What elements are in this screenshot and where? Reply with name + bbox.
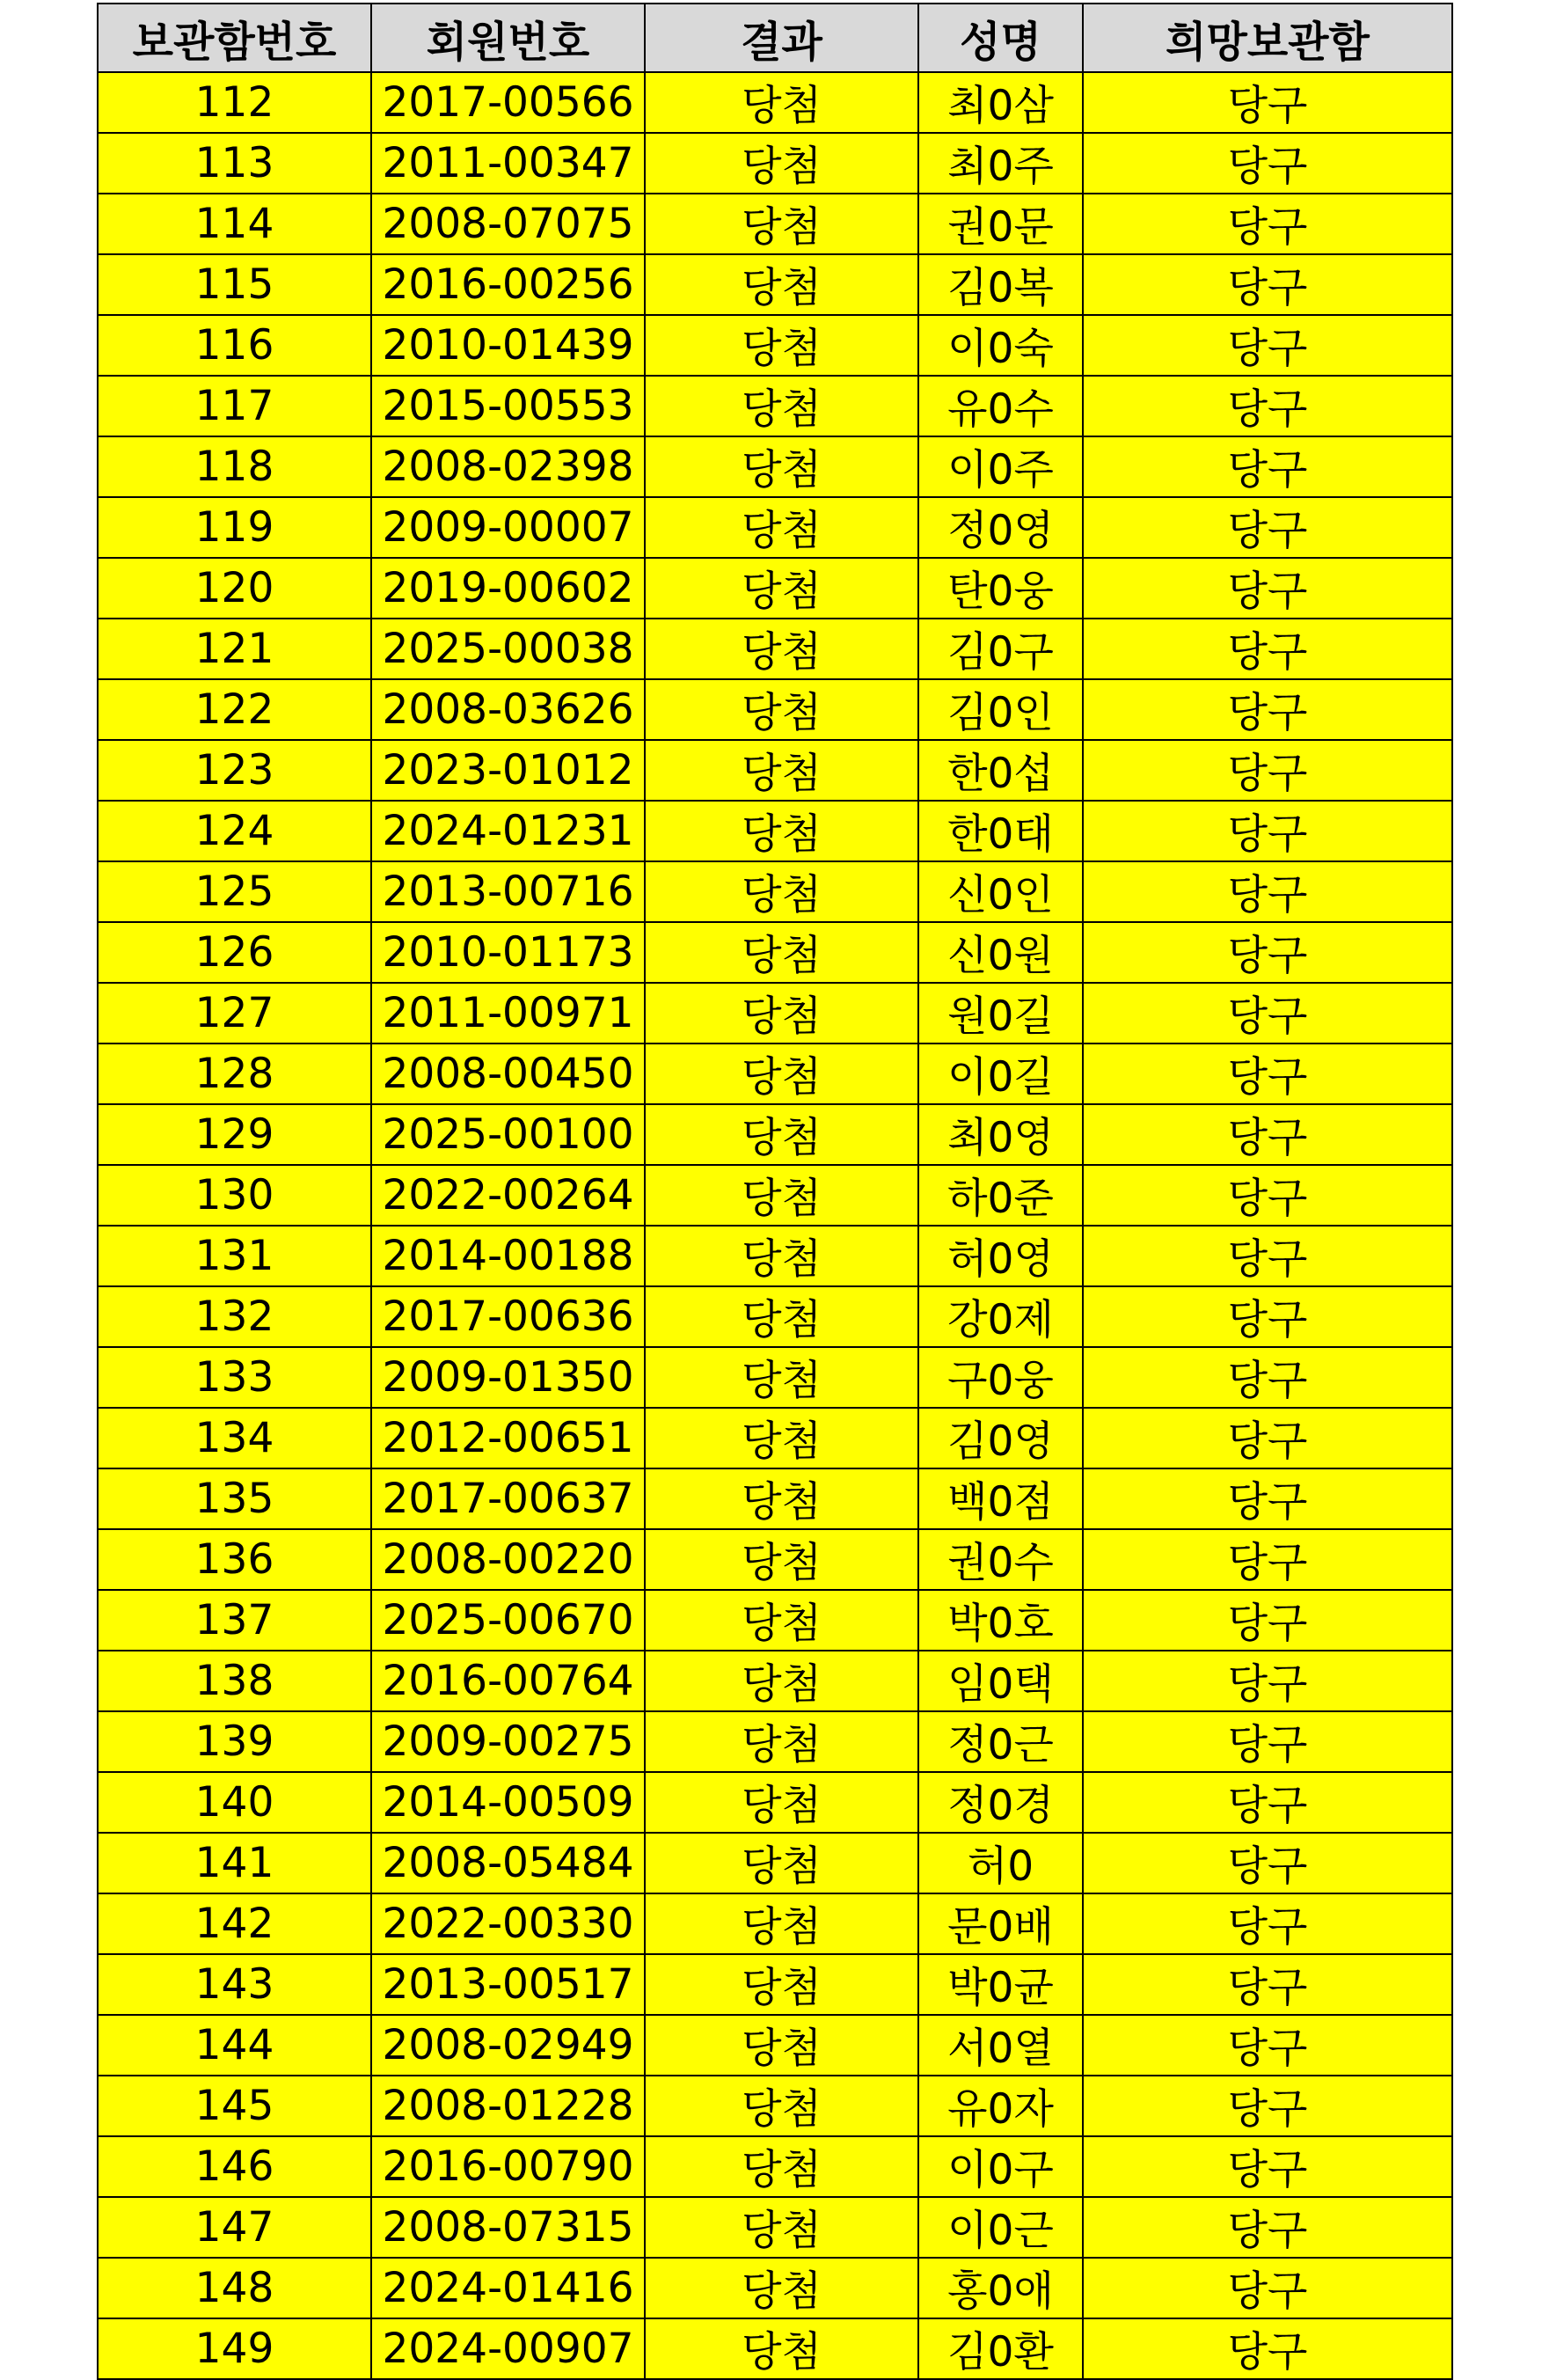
table-row: [98, 2258, 1452, 2318]
member-number-cell: 2016-00790: [371, 2136, 645, 2197]
result-cell: 당첨: [645, 1772, 918, 1833]
desired-locker-cell: 당구: [1083, 497, 1452, 558]
locker-number-cell: 117: [98, 376, 371, 436]
table-row: [98, 376, 1452, 436]
name-cell: 권0수: [918, 1529, 1083, 1590]
name-cell: 최0삼: [918, 72, 1083, 133]
member-number-cell: 2008-07315: [371, 2197, 645, 2258]
result-cell: 당첨: [645, 2136, 918, 2197]
table-row: [98, 194, 1452, 254]
member-number-cell: 2017-00566: [371, 72, 645, 133]
name-cell: 허0: [918, 1833, 1083, 1893]
name-cell: 김0영: [918, 1408, 1083, 1468]
name-cell: 백0점: [918, 1468, 1083, 1529]
name-cell: 김0복: [918, 254, 1083, 315]
locker-number-cell: 124: [98, 801, 371, 861]
member-number-cell: 2008-01228: [371, 2076, 645, 2136]
result-cell: 당첨: [645, 861, 918, 922]
locker-number-cell: 122: [98, 679, 371, 740]
result-cell: 당첨: [645, 194, 918, 254]
locker-number-cell: 112: [98, 72, 371, 133]
desired-locker-cell: 당구: [1083, 1529, 1452, 1590]
member-number-cell: 2023-01012: [371, 740, 645, 801]
name-cell: 탄0웅: [918, 558, 1083, 619]
locker-number-cell: 129: [98, 1104, 371, 1165]
locker-number-cell: 113: [98, 133, 371, 194]
member-number-cell: 2008-02949: [371, 2015, 645, 2076]
desired-locker-cell: 당구: [1083, 1226, 1452, 1286]
result-cell: 당첨: [645, 2318, 918, 2379]
member-number-cell: 2009-00275: [371, 1711, 645, 1772]
member-number-cell: 2008-02398: [371, 436, 645, 497]
locker-number-cell: 140: [98, 1772, 371, 1833]
table-row: [98, 801, 1452, 861]
locker-number-cell: 136: [98, 1529, 371, 1590]
locker-number-cell: 148: [98, 2258, 371, 2318]
member-number-cell: 2024-00907: [371, 2318, 645, 2379]
result-cell: 당첨: [645, 133, 918, 194]
desired-locker-cell: 당구: [1083, 1104, 1452, 1165]
locker-lottery-table: [97, 3, 1453, 2380]
name-cell: 서0열: [918, 2015, 1083, 2076]
header-desired-locker: 희망보관함: [1083, 4, 1452, 72]
table-row: [98, 740, 1452, 801]
member-number-cell: 2016-00764: [371, 1651, 645, 1711]
result-cell: 당첨: [645, 1044, 918, 1104]
desired-locker-cell: 당구: [1083, 1651, 1452, 1711]
desired-locker-cell: 당구: [1083, 679, 1452, 740]
desired-locker-cell: 당구: [1083, 558, 1452, 619]
result-cell: 당첨: [645, 1408, 918, 1468]
table-row: [98, 1590, 1452, 1651]
table-row: [98, 1893, 1452, 1954]
result-cell: 당첨: [645, 1468, 918, 1529]
table-row: [98, 1651, 1452, 1711]
desired-locker-cell: 당구: [1083, 194, 1452, 254]
member-number-cell: 2013-00716: [371, 861, 645, 922]
locker-number-cell: 121: [98, 619, 371, 679]
desired-locker-cell: 당구: [1083, 1468, 1452, 1529]
result-cell: 당첨: [645, 315, 918, 376]
name-cell: 김0구: [918, 619, 1083, 679]
table-row: [98, 2015, 1452, 2076]
result-cell: 당첨: [645, 801, 918, 861]
locker-number-cell: 130: [98, 1165, 371, 1226]
desired-locker-cell: 당구: [1083, 254, 1452, 315]
table-row: [98, 1529, 1452, 1590]
result-cell: 당첨: [645, 1711, 918, 1772]
desired-locker-cell: 당구: [1083, 2258, 1452, 2318]
locker-number-cell: 123: [98, 740, 371, 801]
table-row: [98, 1104, 1452, 1165]
name-cell: 허0영: [918, 1226, 1083, 1286]
name-cell: 홍0애: [918, 2258, 1083, 2318]
table-row: [98, 1408, 1452, 1468]
result-cell: 당첨: [645, 1226, 918, 1286]
table-row: [98, 1226, 1452, 1286]
locker-number-cell: 137: [98, 1590, 371, 1651]
name-cell: 박0균: [918, 1954, 1083, 2015]
member-number-cell: 2024-01416: [371, 2258, 645, 2318]
locker-number-cell: 127: [98, 983, 371, 1044]
member-number-cell: 2019-00602: [371, 558, 645, 619]
name-cell: 김0인: [918, 679, 1083, 740]
table-row: [98, 558, 1452, 619]
name-cell: 이0근: [918, 2197, 1083, 2258]
table-row: [98, 1044, 1452, 1104]
member-number-cell: 2014-00509: [371, 1772, 645, 1833]
desired-locker-cell: 당구: [1083, 1347, 1452, 1408]
locker-number-cell: 139: [98, 1711, 371, 1772]
locker-number-cell: 138: [98, 1651, 371, 1711]
name-cell: 이0구: [918, 2136, 1083, 2197]
header-name: 성명: [918, 4, 1083, 72]
result-cell: 당첨: [645, 922, 918, 983]
table-row: [98, 1711, 1452, 1772]
name-cell: 유0자: [918, 2076, 1083, 2136]
table-body: [98, 72, 1452, 2379]
desired-locker-cell: 당구: [1083, 436, 1452, 497]
result-cell: 당첨: [645, 1651, 918, 1711]
locker-number-cell: 132: [98, 1286, 371, 1347]
desired-locker-cell: 당구: [1083, 2015, 1452, 2076]
name-cell: 정0경: [918, 1772, 1083, 1833]
locker-number-cell: 144: [98, 2015, 371, 2076]
name-cell: 정0근: [918, 1711, 1083, 1772]
table-row: [98, 983, 1452, 1044]
header-member-number: 회원번호: [371, 4, 645, 72]
member-number-cell: 2010-01439: [371, 315, 645, 376]
locker-number-cell: 149: [98, 2318, 371, 2379]
result-cell: 당첨: [645, 1833, 918, 1893]
result-cell: 당첨: [645, 1347, 918, 1408]
locker-number-cell: 135: [98, 1468, 371, 1529]
locker-number-cell: 125: [98, 861, 371, 922]
table-row: [98, 1468, 1452, 1529]
locker-number-cell: 145: [98, 2076, 371, 2136]
desired-locker-cell: 당구: [1083, 1893, 1452, 1954]
locker-number-cell: 142: [98, 1893, 371, 1954]
result-cell: 당첨: [645, 2015, 918, 2076]
locker-number-cell: 141: [98, 1833, 371, 1893]
locker-number-cell: 126: [98, 922, 371, 983]
member-number-cell: 2025-00670: [371, 1590, 645, 1651]
member-number-cell: 2025-00100: [371, 1104, 645, 1165]
locker-number-cell: 147: [98, 2197, 371, 2258]
header-locker-number: 보관함번호: [98, 4, 371, 72]
name-cell: 신0인: [918, 861, 1083, 922]
result-cell: 당첨: [645, 2197, 918, 2258]
locker-number-cell: 114: [98, 194, 371, 254]
desired-locker-cell: 당구: [1083, 861, 1452, 922]
name-cell: 신0원: [918, 922, 1083, 983]
desired-locker-cell: 당구: [1083, 315, 1452, 376]
member-number-cell: 2009-00007: [371, 497, 645, 558]
locker-number-cell: 119: [98, 497, 371, 558]
header-result: 결과: [645, 4, 918, 72]
locker-number-cell: 120: [98, 558, 371, 619]
table-row: [98, 1347, 1452, 1408]
desired-locker-cell: 당구: [1083, 2076, 1452, 2136]
member-number-cell: 2017-00636: [371, 1286, 645, 1347]
result-cell: 당첨: [645, 436, 918, 497]
desired-locker-cell: 당구: [1083, 2197, 1452, 2258]
desired-locker-cell: 당구: [1083, 72, 1452, 133]
name-cell: 유0수: [918, 376, 1083, 436]
member-number-cell: 2008-00450: [371, 1044, 645, 1104]
result-cell: 당첨: [645, 983, 918, 1044]
result-cell: 당첨: [645, 2258, 918, 2318]
name-cell: 박0호: [918, 1590, 1083, 1651]
table-row: [98, 2076, 1452, 2136]
locker-number-cell: 146: [98, 2136, 371, 2197]
locker-number-cell: 118: [98, 436, 371, 497]
member-number-cell: 2015-00553: [371, 376, 645, 436]
desired-locker-cell: 당구: [1083, 1833, 1452, 1893]
name-cell: 이0길: [918, 1044, 1083, 1104]
result-cell: 당첨: [645, 740, 918, 801]
table-row: [98, 133, 1452, 194]
result-cell: 당첨: [645, 2076, 918, 2136]
table-row: [98, 1165, 1452, 1226]
table-row: [98, 1954, 1452, 2015]
name-cell: 임0택: [918, 1651, 1083, 1711]
desired-locker-cell: 당구: [1083, 133, 1452, 194]
member-number-cell: 2011-00347: [371, 133, 645, 194]
name-cell: 정0영: [918, 497, 1083, 558]
locker-number-cell: 134: [98, 1408, 371, 1468]
result-cell: 당첨: [645, 72, 918, 133]
member-number-cell: 2013-00517: [371, 1954, 645, 2015]
result-cell: 당첨: [645, 1893, 918, 1954]
desired-locker-cell: 당구: [1083, 376, 1452, 436]
desired-locker-cell: 당구: [1083, 922, 1452, 983]
table-row: [98, 1286, 1452, 1347]
desired-locker-cell: 당구: [1083, 1711, 1452, 1772]
desired-locker-cell: 당구: [1083, 1408, 1452, 1468]
name-cell: 최0주: [918, 133, 1083, 194]
table-row: [98, 2136, 1452, 2197]
desired-locker-cell: 당구: [1083, 1165, 1452, 1226]
desired-locker-cell: 당구: [1083, 1590, 1452, 1651]
result-cell: 당첨: [645, 1529, 918, 1590]
header-row: [98, 4, 1452, 72]
locker-number-cell: 133: [98, 1347, 371, 1408]
desired-locker-cell: 당구: [1083, 801, 1452, 861]
name-cell: 권0문: [918, 194, 1083, 254]
result-cell: 당첨: [645, 679, 918, 740]
member-number-cell: 2016-00256: [371, 254, 645, 315]
desired-locker-cell: 당구: [1083, 2318, 1452, 2379]
result-cell: 당첨: [645, 558, 918, 619]
member-number-cell: 2022-00330: [371, 1893, 645, 1954]
desired-locker-cell: 당구: [1083, 740, 1452, 801]
member-number-cell: 2010-01173: [371, 922, 645, 983]
name-cell: 이0숙: [918, 315, 1083, 376]
result-cell: 당첨: [645, 1590, 918, 1651]
table-row: [98, 861, 1452, 922]
locker-number-cell: 115: [98, 254, 371, 315]
member-number-cell: 2008-07075: [371, 194, 645, 254]
table-row: [98, 254, 1452, 315]
table-row: [98, 436, 1452, 497]
name-cell: 구0웅: [918, 1347, 1083, 1408]
name-cell: 한0태: [918, 801, 1083, 861]
table-row: [98, 2318, 1452, 2379]
desired-locker-cell: 당구: [1083, 1954, 1452, 2015]
table-row: [98, 2197, 1452, 2258]
desired-locker-cell: 당구: [1083, 1772, 1452, 1833]
table-row: [98, 1772, 1452, 1833]
table-row: [98, 922, 1452, 983]
result-cell: 당첨: [645, 497, 918, 558]
name-cell: 하0준: [918, 1165, 1083, 1226]
table-row: [98, 72, 1452, 133]
member-number-cell: 2014-00188: [371, 1226, 645, 1286]
member-number-cell: 2024-01231: [371, 801, 645, 861]
name-cell: 원0길: [918, 983, 1083, 1044]
table-row: [98, 1833, 1452, 1893]
result-cell: 당첨: [645, 1286, 918, 1347]
name-cell: 한0섭: [918, 740, 1083, 801]
desired-locker-cell: 당구: [1083, 2136, 1452, 2197]
desired-locker-cell: 당구: [1083, 1044, 1452, 1104]
member-number-cell: 2009-01350: [371, 1347, 645, 1408]
locker-number-cell: 131: [98, 1226, 371, 1286]
name-cell: 이0주: [918, 436, 1083, 497]
desired-locker-cell: 당구: [1083, 983, 1452, 1044]
desired-locker-cell: 당구: [1083, 1286, 1452, 1347]
table-row: [98, 497, 1452, 558]
member-number-cell: 2011-00971: [371, 983, 645, 1044]
name-cell: 강0제: [918, 1286, 1083, 1347]
result-cell: 당첨: [645, 376, 918, 436]
result-cell: 당첨: [645, 254, 918, 315]
table-row: [98, 679, 1452, 740]
name-cell: 김0환: [918, 2318, 1083, 2379]
locker-number-cell: 128: [98, 1044, 371, 1104]
result-cell: 당첨: [645, 1165, 918, 1226]
member-number-cell: 2008-03626: [371, 679, 645, 740]
name-cell: 문0배: [918, 1893, 1083, 1954]
member-number-cell: 2025-00038: [371, 619, 645, 679]
table-row: [98, 315, 1452, 376]
member-number-cell: 2008-00220: [371, 1529, 645, 1590]
member-number-cell: 2008-05484: [371, 1833, 645, 1893]
result-cell: 당첨: [645, 619, 918, 679]
result-cell: 당첨: [645, 1954, 918, 2015]
member-number-cell: 2022-00264: [371, 1165, 645, 1226]
member-number-cell: 2012-00651: [371, 1408, 645, 1468]
table-row: [98, 619, 1452, 679]
name-cell: 최0영: [918, 1104, 1083, 1165]
member-number-cell: 2017-00637: [371, 1468, 645, 1529]
result-cell: 당첨: [645, 1104, 918, 1165]
locker-number-cell: 143: [98, 1954, 371, 2015]
locker-number-cell: 116: [98, 315, 371, 376]
desired-locker-cell: 당구: [1083, 619, 1452, 679]
